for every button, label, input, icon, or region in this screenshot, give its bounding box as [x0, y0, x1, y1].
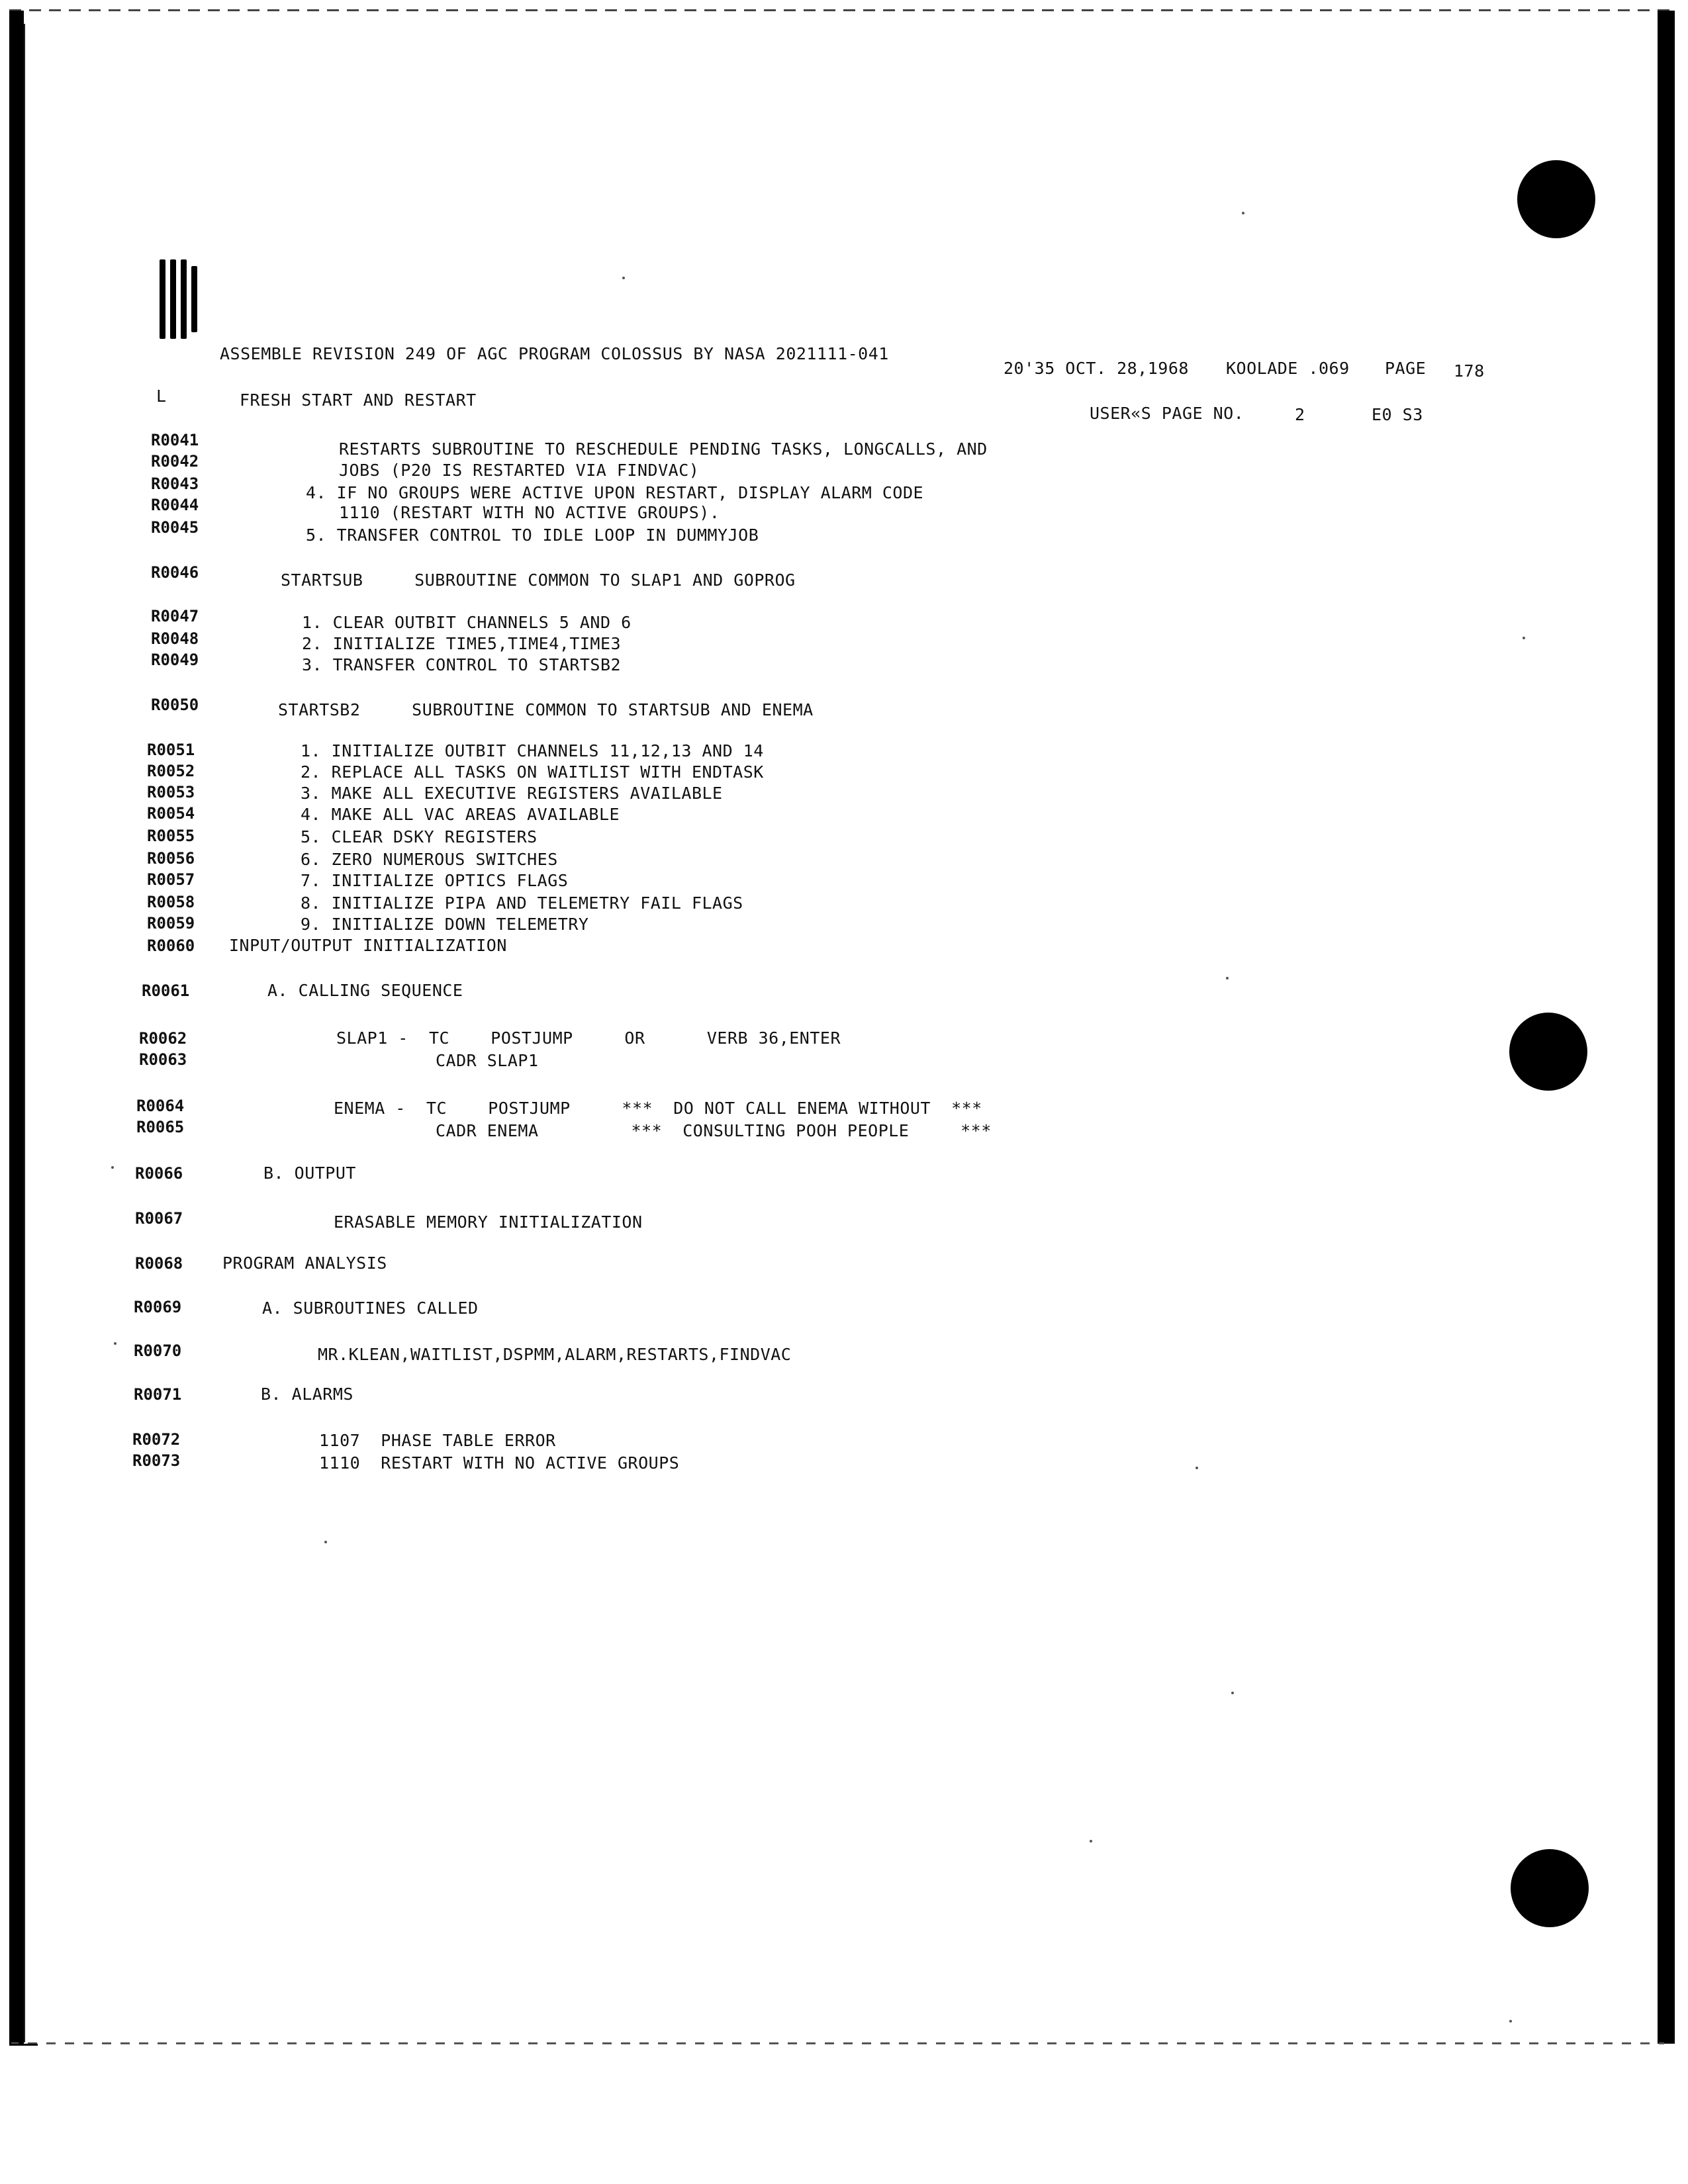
- row-text: PROGRAM ANALYSIS: [222, 1253, 387, 1273]
- scan-speck: [622, 277, 625, 279]
- listing-flag: L: [156, 387, 167, 406]
- scan-speck: [1523, 637, 1525, 639]
- row-id: R0061: [142, 981, 190, 1000]
- scan-speck: [1231, 1692, 1234, 1694]
- row-text: 2. INITIALIZE TIME5,TIME4,TIME3: [302, 634, 622, 653]
- row-text: STARTSUB SUBROUTINE COMMON TO SLAP1 AND GOPROG: [281, 570, 796, 590]
- scan-speck: [1196, 1467, 1198, 1469]
- row-id: R0066: [135, 1164, 183, 1183]
- listing-code: E0 S3: [1372, 405, 1423, 424]
- row-id: R0044: [151, 496, 199, 514]
- row-id: R0043: [151, 475, 199, 493]
- row-id: R0056: [147, 849, 195, 868]
- row-id: R0067: [135, 1209, 183, 1228]
- listing-header-title: ASSEMBLE REVISION 249 OF AGC PROGRAM COLOSSUS BY NASA 2021111-041: [220, 344, 889, 363]
- page-edge-top: [9, 9, 1677, 11]
- row-id: R0049: [151, 651, 199, 669]
- row-id: R0048: [151, 629, 199, 648]
- section-title: FRESH START AND RESTART: [240, 390, 477, 410]
- page-edge-left-inner: [24, 24, 25, 2042]
- row-id: R0055: [147, 827, 195, 845]
- row-text: 1110 (RESTART WITH NO ACTIVE GROUPS).: [339, 503, 720, 522]
- row-text: SLAP1 - TC POSTJUMP OR VERB 36,ENTER: [336, 1028, 841, 1048]
- row-text: A. SUBROUTINES CALLED: [262, 1298, 479, 1318]
- row-text: A. CALLING SEQUENCE: [267, 981, 463, 1000]
- listing-header-page-label: PAGE: [1385, 359, 1427, 378]
- scan-speck: [1242, 212, 1244, 214]
- row-id: R0071: [134, 1385, 182, 1404]
- row-text: CADR SLAP1: [436, 1051, 539, 1070]
- row-id: R0042: [151, 452, 199, 471]
- row-id: R0068: [135, 1254, 183, 1273]
- row-text: 9. INITIALIZE DOWN TELEMETRY: [301, 915, 589, 934]
- row-id: R0064: [136, 1097, 185, 1115]
- row-text: RESTARTS SUBROUTINE TO RESCHEDULE PENDING TASKS, LONGCALLS, AND: [339, 439, 988, 459]
- row-text: JOBS (P20 IS RESTARTED VIA FINDVAC): [339, 461, 700, 480]
- page-edge-left: [9, 11, 24, 2044]
- row-id: R0053: [147, 783, 195, 801]
- row-text: 5. TRANSFER CONTROL TO IDLE LOOP IN DUMMYJOB: [306, 525, 759, 545]
- row-id: R0063: [139, 1050, 187, 1069]
- row-text: ERASABLE MEMORY INITIALIZATION: [334, 1212, 643, 1232]
- row-text: 4. IF NO GROUPS WERE ACTIVE UPON RESTART, DISPLAY ALARM CODE: [306, 483, 924, 502]
- row-text: ENEMA - TC POSTJUMP *** DO NOT CALL ENEMA WITHOUT ***: [334, 1099, 982, 1118]
- scan-speck: [114, 1342, 117, 1345]
- users-page-number: 2: [1295, 405, 1305, 424]
- row-id: R0046: [151, 563, 199, 582]
- punch-hole-bottom: [1511, 1849, 1589, 1927]
- row-text: 1. INITIALIZE OUTBIT CHANNELS 11,12,13 AND 14: [301, 741, 764, 760]
- row-text: 4. MAKE ALL VAC AREAS AVAILABLE: [301, 805, 620, 824]
- page-edge-bottom: [9, 2042, 1664, 2044]
- row-id: R0058: [147, 893, 195, 911]
- row-text: 3. TRANSFER CONTROL TO STARTSB2: [302, 655, 622, 674]
- row-text: 1107 PHASE TABLE ERROR: [319, 1431, 556, 1450]
- punch-hole-middle: [1509, 1013, 1587, 1091]
- row-id: R0072: [132, 1430, 181, 1449]
- row-text: CADR ENEMA *** CONSULTING POOH PEOPLE ***: [436, 1121, 992, 1140]
- row-text: 3. MAKE ALL EXECUTIVE REGISTERS AVAILABLE: [301, 784, 723, 803]
- row-id: R0069: [134, 1298, 182, 1316]
- row-id: R0070: [134, 1342, 182, 1360]
- staple-mark: [157, 259, 203, 347]
- scan-speck: [1226, 977, 1229, 979]
- scan-speck: [1090, 1840, 1092, 1843]
- scan-speck: [324, 1541, 327, 1543]
- users-page-label: USER«S PAGE NO.: [1090, 404, 1244, 423]
- page-corner-mark: [9, 2032, 38, 2046]
- row-id: R0062: [139, 1029, 187, 1048]
- page-edge-right: [1658, 11, 1675, 2044]
- row-id: R0073: [132, 1451, 181, 1470]
- row-text: MR.KLEAN,WAITLIST,DSPMM,ALARM,RESTARTS,FINDVAC: [318, 1345, 792, 1364]
- row-id: R0059: [147, 914, 195, 933]
- row-text: 5. CLEAR DSKY REGISTERS: [301, 827, 538, 846]
- scan-speck: [1509, 2020, 1512, 2023]
- row-text: INPUT/OUTPUT INITIALIZATION: [229, 936, 507, 955]
- row-text: 7. INITIALIZE OPTICS FLAGS: [301, 871, 569, 890]
- scan-speck: [111, 1166, 114, 1169]
- row-id: R0060: [147, 936, 195, 955]
- row-id: R0050: [151, 696, 199, 714]
- row-text: B. ALARMS: [261, 1385, 353, 1404]
- row-id: R0054: [147, 804, 195, 823]
- row-id: R0057: [147, 870, 195, 889]
- row-text: 2. REPLACE ALL TASKS ON WAITLIST WITH ENDTASK: [301, 762, 764, 782]
- row-text: 1110 RESTART WITH NO ACTIVE GROUPS: [319, 1453, 680, 1473]
- listing-header-datetime: 20'35 OCT. 28,1968: [1004, 359, 1189, 378]
- listing-header-page-number: 178: [1454, 361, 1485, 381]
- row-text: 6. ZERO NUMEROUS SWITCHES: [301, 850, 558, 869]
- punch-hole-top: [1517, 160, 1595, 238]
- row-text: 8. INITIALIZE PIPA AND TELEMETRY FAIL FLAGS: [301, 893, 743, 913]
- row-id: R0051: [147, 741, 195, 759]
- row-text: B. OUTPUT: [263, 1163, 356, 1183]
- row-id: R0065: [136, 1118, 185, 1136]
- row-id: R0041: [151, 431, 199, 449]
- row-text: 1. CLEAR OUTBIT CHANNELS 5 AND 6: [302, 613, 632, 632]
- row-text: STARTSB2 SUBROUTINE COMMON TO STARTSUB AND ENEMA: [278, 700, 814, 719]
- listing-header-user: KOOLADE .069: [1226, 359, 1350, 378]
- row-id: R0052: [147, 762, 195, 780]
- row-id: R0047: [151, 607, 199, 625]
- row-id: R0045: [151, 518, 199, 537]
